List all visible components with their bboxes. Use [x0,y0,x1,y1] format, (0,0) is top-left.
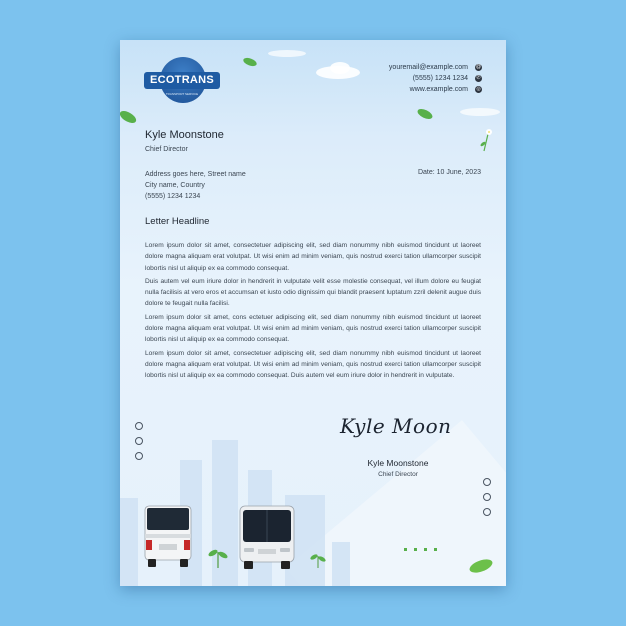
contact-phone [389,73,482,84]
circle-icon [135,437,143,445]
letter-headline: Letter Headline [145,216,210,227]
circle-icon [135,422,143,430]
company-logo [144,57,220,105]
letter-date: Date: 10 June, 2023 [417,169,481,176]
dot [434,548,437,551]
bus-front-icon [238,504,296,570]
address-block [145,169,246,202]
dot [424,548,427,551]
dot [414,548,417,551]
leaf-icon [416,108,434,120]
logo-subtext: TRANSPORT SERVICE [165,92,199,96]
signature-name: Kyle Moonstone [367,458,429,468]
logo-text: ECOTRANS [144,72,220,89]
address-line1: Address goes here, Street name [145,171,246,178]
circle-icon [483,493,491,501]
address-phone: (5555) 1234 1234 [145,193,201,200]
plant-icon [208,544,228,568]
sender-title: Chief Director [145,146,188,153]
globe-icon: ◎ [476,86,481,92]
paragraph: Lorem ipsum dolor sit amet, consectetuer adipiscing elit, sed diam nonummy nibh euismod tincidunt ut laoreet dolore magna aliquam erat volutpat. Ut wisi enim ad minim veniam, quis nostrud exerci tation ullamcorper suscipit lobortis nisl ut aliquip ex ea commodo consequat. Duis autem vel eum iriure dolor in hendrerit in vulputate. [145,349,481,380]
circle-icon [483,478,491,486]
contact-website [389,84,482,95]
signature-title: Chief Director [378,471,418,478]
circle-icon [135,452,143,460]
decorative-dots [404,548,444,551]
decorative-circles [135,422,143,467]
address-line2: City name, Country [145,182,205,189]
phone-text: (5555) 1234 1234 [412,75,468,82]
letter-body [145,240,481,384]
leaf-icon [120,110,138,124]
cloud [460,108,500,116]
contact-email [389,62,482,73]
leaf-icon [242,57,258,67]
phone-icon: ✆ [476,75,481,81]
paragraph: Lorem ipsum dolor sit amet, cons ectetuer adipiscing elit, sed diam nonummy nibh euismod tincidunt ut laoreet dolore magna aliquam erat volutpat. Ut wisi enim ad minim veniam, quis nostrud exerci tation ullamcorper suscipit lobortis nisl ut aliquip ex ea commodo consequat. [145,313,481,344]
flower-icon [478,126,494,152]
contact-block [389,62,482,95]
building-silhouette [332,542,350,586]
decorative-circles [483,478,491,523]
sender-name: Kyle Moonstone [145,129,224,141]
bus-back-icon [143,504,193,568]
leaf-icon [467,558,495,574]
circle-icon [483,508,491,516]
cloud [330,62,350,74]
email-text: youremail@example.com [388,64,468,71]
signature-script: Kyle Moon [340,414,452,438]
paragraph: Lorem ipsum dolor sit amet, consectetuer adipiscing elit, sed diam nonummy nibh euismod tincidunt ut laoreet dolore magna aliquam erat volutpat. Ut wisi enim ad minim veniam, quis nostrud exerci tation ullamcorper suscipit lobortis nisl ut aliquip ex ea commodo consequat. [145,242,481,272]
cloud [268,50,306,57]
website-text: www.example.com [409,86,468,93]
paragraph: Duis autem vel eum iriure dolor in hendrerit in vulputate velit esse molestie consequat, vel illum dolore eu feugiat nulla facilisis at vero eros et accumsan et iusto odio dignissim qui blandit praesent luptatum zzril delenit augue duis dolore te feugait nulla facilisi. [145,277,481,308]
email-icon: @ [475,64,482,70]
dot [404,548,407,551]
plant-icon [310,550,326,568]
building-silhouette [120,498,138,586]
letterhead-page [120,40,506,586]
